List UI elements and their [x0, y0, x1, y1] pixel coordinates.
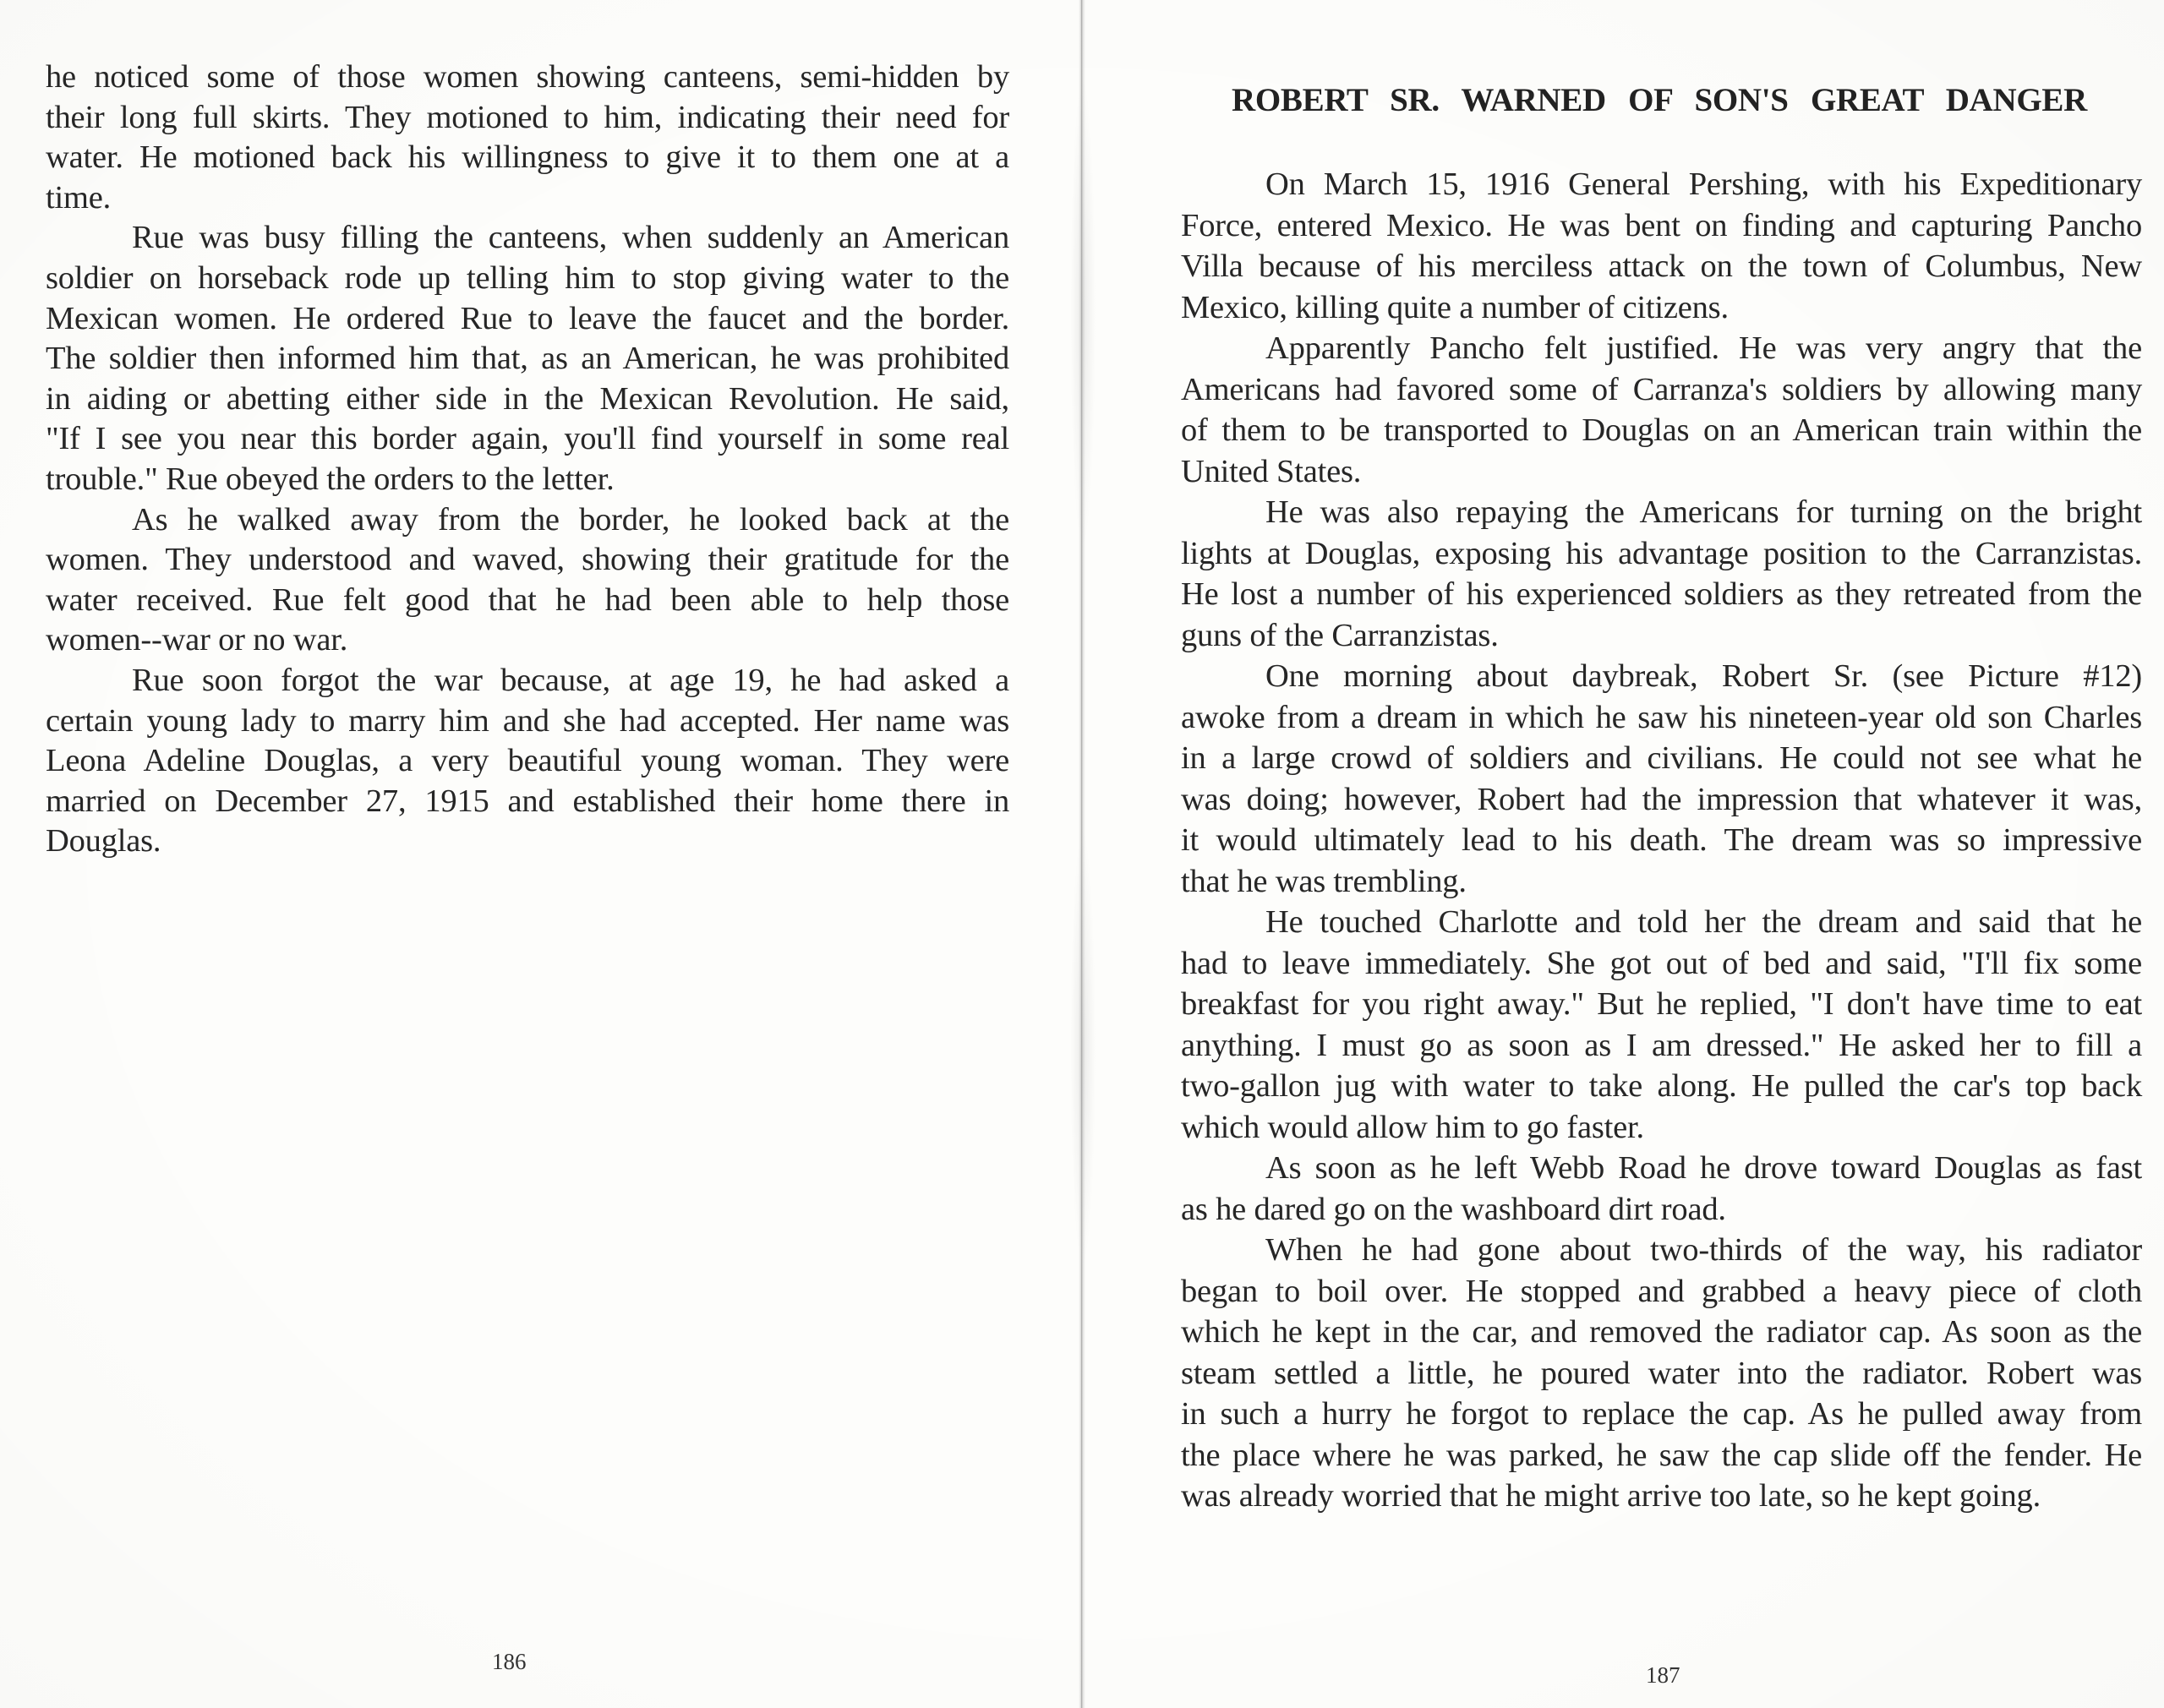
text-line: began to boil over. He stopped and grabbed a heavy piece of cloth [1181, 1273, 2142, 1309]
text-line: married on December 27, 1915 and established their home there in [46, 783, 1009, 819]
text-line: of them to be transported to Douglas on an American train within the [1181, 412, 2142, 448]
text-line: guns of the Carranzistas. [1181, 617, 1499, 653]
text-line: steam settled a little, he poured water into the radiator. Robert was [1181, 1355, 2142, 1391]
text-line: Americans had favored some of Carranza's soldiers by allowing many [1181, 371, 2142, 407]
spine-shadow [1070, 76, 1096, 549]
text-line: Douglas. [46, 823, 161, 859]
text-line: Apparently Pancho felt justified. He was very angry that the [1265, 330, 2142, 366]
text-line: water received. Rue felt good that he had been able to help those [46, 581, 1009, 618]
text-line: their long full skirts. They motioned to him, indicating their need for [46, 99, 1009, 135]
text-line: two-gallon jug with water to take along. He pulled the car's top back [1181, 1068, 2142, 1104]
text-line: in a large crowd of soldiers and civilians. He could not see what he [1181, 740, 2142, 776]
text-line: anything. I must go as soon as I am dressed." He asked her to fill a [1181, 1027, 2142, 1063]
page-number-left: 186 [492, 1649, 527, 1674]
text-line: certain young lady to marry him and she had accepted. Her name was [46, 702, 1009, 739]
text-line: Mexican women. He ordered Rue to leave the faucet and the border. [46, 300, 1009, 336]
text-line: in such a hurry he forgot to replace the cap. As he pulled away from [1181, 1396, 2142, 1432]
text-line: He touched Charlotte and told her the dream and said that he [1265, 904, 2142, 940]
text-line: which would allow him to go faster. [1181, 1109, 1644, 1145]
text-line: he noticed some of those women showing canteens, semi-hidden by [46, 59, 1009, 95]
text-line: trouble." Rue obeyed the orders to the letter. [46, 461, 615, 497]
text-line: "If I see you near this border again, you'll find yourself in some real [46, 421, 1009, 457]
text-line: soldier on horseback rode up telling him to stop giving water to the [46, 260, 1009, 296]
text-line: Force, entered Mexico. He was bent on finding and capturing Pancho [1181, 207, 2142, 243]
text-line: Leona Adeline Douglas, a very beautiful young woman. They were [46, 743, 1009, 779]
text-line: On March 15, 1916 General Pershing, with his Expeditionary [1265, 166, 2142, 202]
text-line: When he had gone about two-thirds of the way, his radiator [1265, 1232, 2142, 1268]
text-line: As he walked away from the border, he looked back at the [132, 501, 1009, 538]
text-line: As soon as he left Webb Road he drove toward Douglas as fast [1265, 1150, 2142, 1186]
text-line: women--war or no war. [46, 622, 348, 658]
text-line: He was also repaying the Americans for turning on the bright [1265, 494, 2142, 530]
text-line: Villa because of his merciless attack on the town of Columbus, New [1181, 248, 2142, 284]
text-line: was doing; however, Robert had the impression that whatever it was, [1181, 781, 2142, 817]
text-line: in aiding or abetting either side in the Mexican Revolution. He said, [46, 380, 1009, 417]
text-line: lights at Douglas, exposing his advantage position to the Carranzistas. [1181, 535, 2142, 571]
text-line: it would ultimately lead to his death. The dream was so impressive [1181, 822, 2142, 858]
chapter-heading: ROBERT SR. WARNED OF SON'S GREAT DANGER [1232, 82, 2087, 118]
text-line: time. [46, 179, 112, 216]
text-line: breakfast for you right away." But he replied, "I don't have time to eat [1181, 986, 2142, 1022]
text-line: Mexico, killing quite a number of citizens. [1181, 289, 1729, 325]
text-line: as he dared go on the washboard dirt road. [1181, 1191, 1726, 1227]
page-number-right: 187 [1646, 1662, 1680, 1688]
text-line: had to leave immediately. She got out of bed and said, "I'll fix some [1181, 945, 2142, 981]
spine-shadow [1070, 828, 1096, 1268]
text-line: the place where he was parked, he saw the cap slide off the fender. He [1181, 1437, 2142, 1473]
text-line: was already worried that he might arrive too late, so he kept going. [1181, 1478, 2041, 1514]
text-line: which he kept in the car, and removed the radiator cap. As soon as the [1181, 1314, 2142, 1350]
text-line: water. He motioned back his willingness to give it to them one at a [46, 139, 1009, 176]
text-line: Rue soon forgot the war because, at age 19, he had asked a [132, 663, 1009, 698]
text-line: He lost a number of his experienced soldiers as they retreated from the [1181, 576, 2142, 612]
text-line: that he was trembling. [1181, 863, 1467, 899]
text-line: United States. [1181, 453, 1362, 489]
text-line: The soldier then informed him that, as an American, he was prohibited [46, 341, 1009, 377]
text-line: One morning about daybreak, Robert Sr. (see Picture #12) [1265, 658, 2142, 694]
text-line: Rue was busy filling the canteens, when suddenly an American [132, 220, 1009, 256]
text-line: awoke from a dream in which he saw his nineteen-year old son Charles [1181, 699, 2142, 735]
text-line: women. They understood and waved, showing their gratitude for the [46, 542, 1009, 578]
